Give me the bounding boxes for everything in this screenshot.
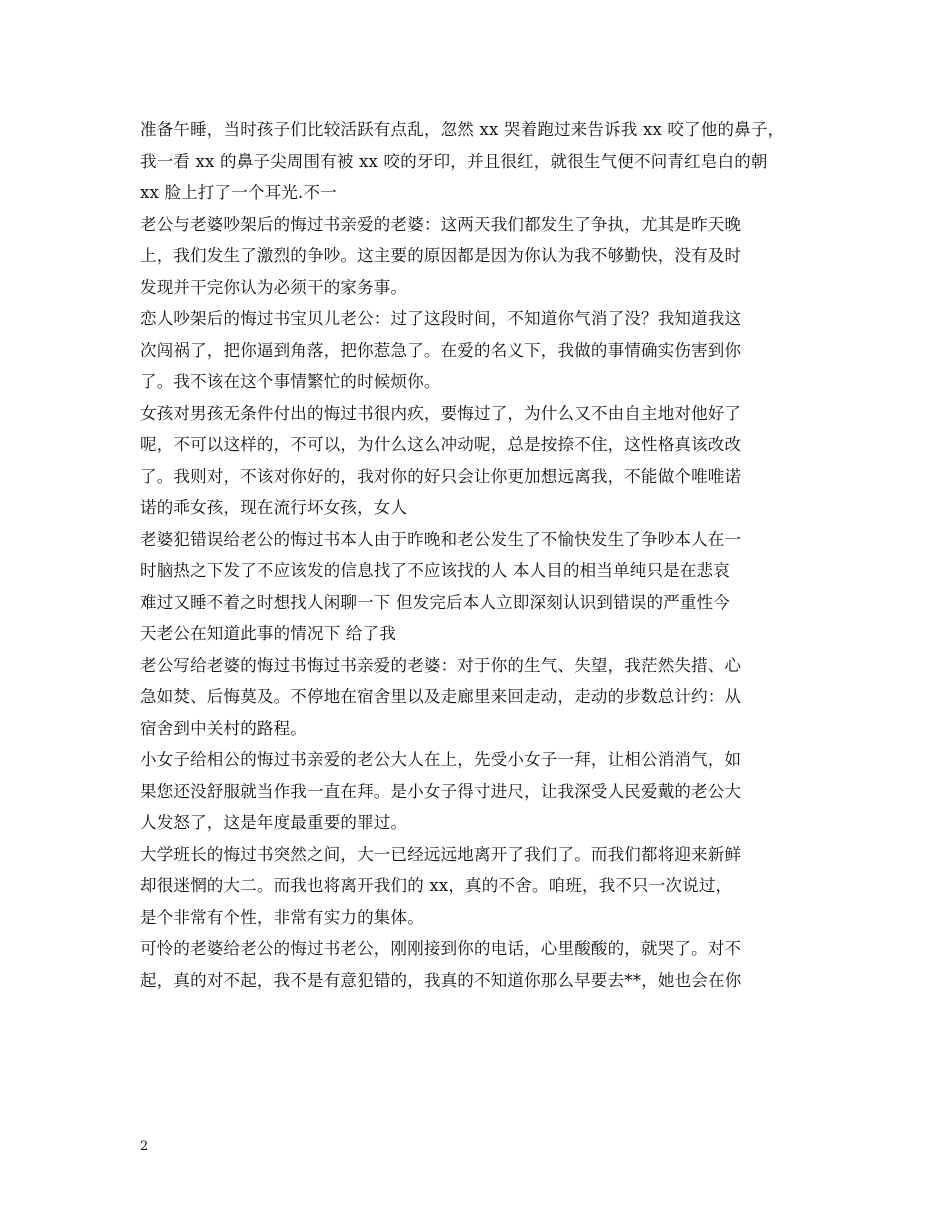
- text-line: 老公与老婆吵架后的悔过书亲爱的老婆：这两天我们都发生了争执，尤其是昨天晚: [140, 214, 742, 234]
- text-line: 次闯祸了，把你逼到角落，把你惹急了。在爱的名义下，我做的事情确实伤害到你: [140, 340, 742, 360]
- text-line: 时脑热之下发了不应该发的信息找了不应该找的人 本人目的相当单纯只是在悲哀: [140, 561, 730, 580]
- text-line: 起，真的对不起，我不是有意犯错的，我真的不知道你那么早要去**，她也会在你: [140, 970, 742, 990]
- text-line: 发现并干完你认为必须干的家务事。: [140, 277, 408, 297]
- text-line: 却很迷惘的大二。而我也将离开我们的 xx，真的不舍。咱班，我不只一次说过，: [140, 876, 733, 895]
- text-line: 呢，不可以这样的，不可以，为什么这么冲动呢，总是按捺不住，这性格真该改改: [140, 435, 742, 454]
- text-line: 急如焚、后悔莫及。不停地在宿舍里以及走廊里来回走动，走动的步数总计约：从: [140, 687, 742, 706]
- text-line: 难过又睡不着之时想找人闲聊一下 但发完后本人立即深刻认识到错误的严重性今: [140, 592, 730, 612]
- page-number: 2: [140, 1139, 149, 1154]
- text-line: 诺的乖女孩，现在流行坏女孩，女人: [140, 498, 408, 517]
- document-body: [140, 116, 812, 998]
- text-line: 女孩对男孩无条件付出的悔过书很内疚，要悔过了，为什么又不由自主地对他好了: [140, 403, 742, 423]
- text-line: 上，我们发生了激烈的争吵。这主要的原因都是因为你认为我不够勤快，没有及时: [140, 246, 742, 265]
- text-line: 小女子给相公的悔过书亲爱的老公大人在上，先受小女子一拜，让相公消消气，如: [140, 750, 742, 769]
- text-line: xx 脸上打了一个耳光.不一: [140, 183, 337, 202]
- text-line: 宿舍到中关村的路程。: [140, 718, 307, 738]
- text-line: 可怜的老婆给老公的悔过书老公，刚刚接到你的电话，心里酸酸的，就哭了。对不: [140, 939, 742, 958]
- text-line: 大学班长的悔过书突然之间，大一已经远远地离开了我们了。而我们都将迎来新鲜: [140, 844, 742, 864]
- text-line: 我一看 xx 的鼻子尖周围有被 xx 咬的牙印，并且很红，就很生气便不问青红皂白的朝: [140, 151, 768, 171]
- text-line: 了。我则对，不该对你好的，我对你的好只会让你更加想远离我，不能做个唯唯诺: [140, 466, 742, 486]
- text-line: 恋人吵架后的悔过书宝贝儿老公：过了这段时间，不知道你气消了没？我知道我这: [140, 309, 742, 328]
- text-line: 果您还没舒服就当作我一直在拜。是小女子得寸进尺，让我深受人民爱戴的老公大: [140, 781, 742, 801]
- text-line: 老公写给老婆的悔过书悔过书亲爱的老婆：对于你的生气、失望，我茫然失措、心: [140, 655, 742, 675]
- text-line: 了。我不该在这个事情繁忙的时候烦你。: [140, 372, 441, 391]
- text-line: 天老公在知道此事的情况下 给了我: [140, 624, 396, 643]
- text-line: 准备午睡，当时孩子们比较活跃有点乱，忽然 xx 哭着跑过来告诉我 xx 咬了他的鼻子，: [140, 120, 785, 139]
- text-line: 人发怒了，这是年度最重要的罪过。: [140, 813, 408, 832]
- text-line: 老婆犯错误给老公的悔过书本人由于昨晚和老公发生了不愉快发生了争吵本人在一: [140, 529, 742, 549]
- text-line: 是个非常有个性，非常有实力的集体。: [140, 907, 424, 927]
